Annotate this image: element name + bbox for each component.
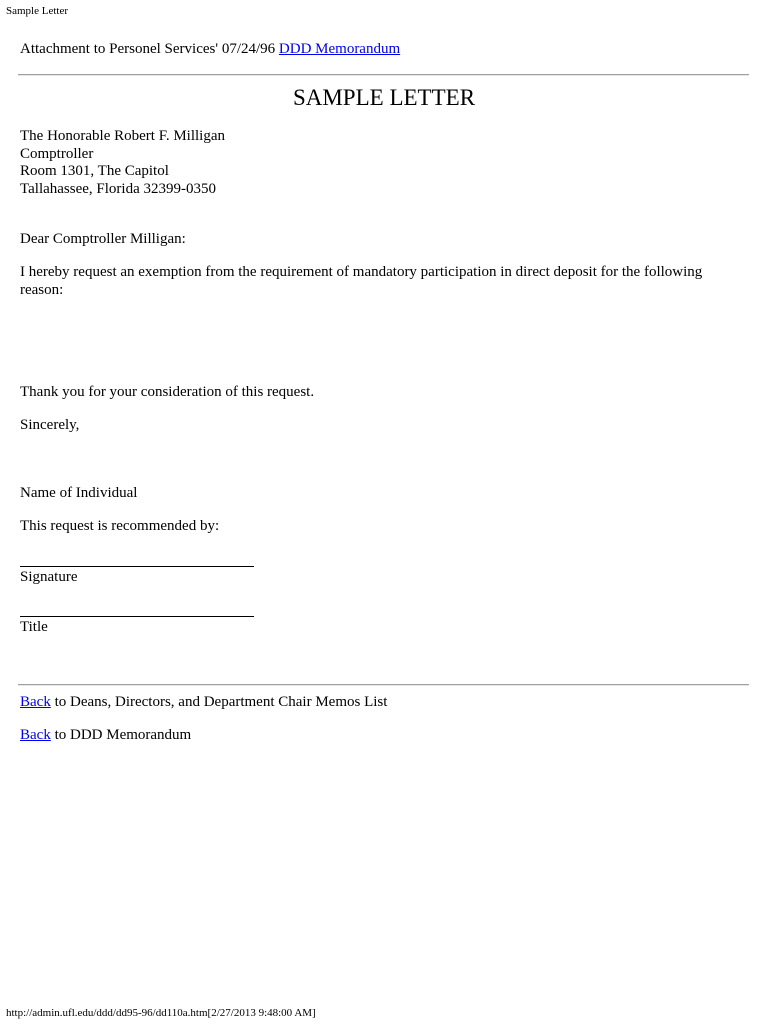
page-footer-url: http://admin.ufl.edu/ddd/dd95-96/dd110a.htm[2/27/2013 9:48:00 AM] <box>6 1007 316 1019</box>
bottom-divider <box>18 684 749 686</box>
recommended-by: This request is recommended by: <box>20 518 220 534</box>
back-to-ddd-link[interactable]: Back <box>20 727 51 743</box>
back-to-memos-row <box>20 694 387 711</box>
back-to-ddd-text: to DDD Memorandum <box>50 727 192 743</box>
title-line <box>20 616 254 617</box>
address-line-city: Tallahassee, Florida 32399-0350 <box>20 180 216 197</box>
salutation: Dear Comptroller Milligan: <box>20 231 186 247</box>
closing: Sincerely, <box>20 417 80 433</box>
title-label: Title <box>20 619 48 635</box>
attachment-prefix: Attachment to Personel Services' 07/24/96 <box>20 41 276 57</box>
ddd-memorandum-link[interactable]: DDD Memorandum <box>278 41 401 57</box>
top-divider <box>18 74 749 76</box>
letter-title: SAMPLE LETTER <box>292 85 476 110</box>
signature-line <box>20 566 254 567</box>
thanks-line: Thank you for your consideration of this request. <box>20 384 315 400</box>
signature-label: Signature <box>20 569 78 585</box>
back-to-memos-text: to Deans, Directors, and Department Chair Memos List <box>50 694 388 710</box>
address-line-room: Room 1301, The Capitol <box>20 163 169 179</box>
page-header: Sample Letter <box>6 5 69 17</box>
recipient-address <box>20 128 225 198</box>
back-to-memos-link[interactable]: Back <box>20 694 51 710</box>
address-line-title: Comptroller <box>20 145 94 162</box>
name-of-individual: Name of Individual <box>20 485 138 501</box>
request-paragraph: I hereby request an exemption from the requirement of mandatory participation in direct deposit for the following reason: <box>20 264 703 298</box>
back-to-ddd-row <box>20 727 191 744</box>
address-line-name: The Honorable Robert F. Milligan <box>20 128 226 144</box>
attachment-line <box>20 41 400 58</box>
